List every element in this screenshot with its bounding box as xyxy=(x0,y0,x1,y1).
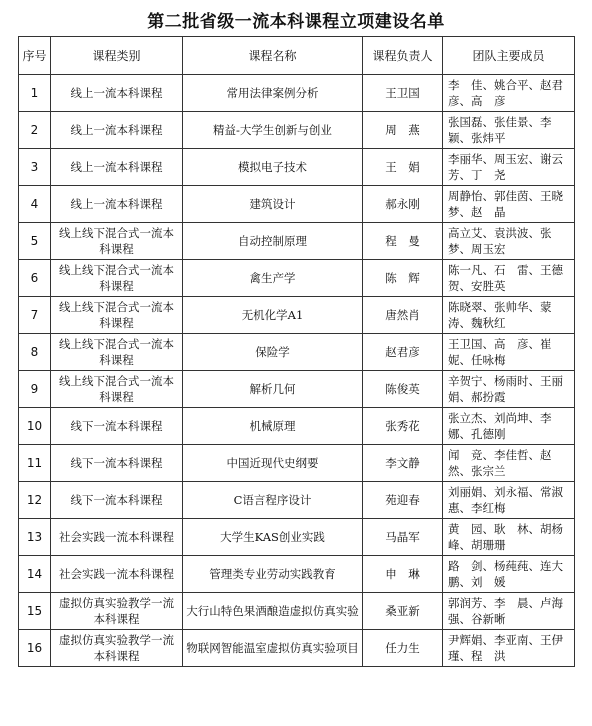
cell-leader: 任力生 xyxy=(363,630,443,667)
cell-leader: 申 琳 xyxy=(363,556,443,593)
cell-seq: 2 xyxy=(19,112,51,149)
table-header-row xyxy=(19,37,575,75)
cell-members: 路 剑、杨莼莼、连大鹏、刘 媛 xyxy=(443,556,575,593)
cell-leader: 赵君彦 xyxy=(363,334,443,371)
cell-seq: 13 xyxy=(19,519,51,556)
cell-members: 郭润芳、李 晨、卢海强、谷新晰 xyxy=(443,593,575,630)
cell-category: 线下一流本科课程 xyxy=(51,482,183,519)
table-row xyxy=(19,482,575,519)
cell-members: 黄 园、耿 林、胡杨峰、胡珊珊 xyxy=(443,519,575,556)
cell-category: 线上线下混合式一流本科课程 xyxy=(51,260,183,297)
cell-seq: 15 xyxy=(19,593,51,630)
cell-seq: 8 xyxy=(19,334,51,371)
cell-course-name: 常用法律案例分析 xyxy=(183,75,363,112)
cell-leader: 王 娟 xyxy=(363,149,443,186)
cell-category: 社会实践一流本科课程 xyxy=(51,556,183,593)
cell-members: 王卫国、高 彦、崔 妮、任咏梅 xyxy=(443,334,575,371)
cell-leader: 张秀花 xyxy=(363,408,443,445)
cell-course-name: 模拟电子技术 xyxy=(183,149,363,186)
cell-course-name: 建筑设计 xyxy=(183,186,363,223)
table-row xyxy=(19,593,575,630)
table-row xyxy=(19,297,575,334)
cell-category: 线上线下混合式一流本科课程 xyxy=(51,371,183,408)
header-seq xyxy=(19,37,51,75)
cell-seq: 16 xyxy=(19,630,51,667)
header-seq-text: 序号 xyxy=(22,48,47,63)
cell-category: 线下一流本科课程 xyxy=(51,408,183,445)
table-row xyxy=(19,371,575,408)
table-row xyxy=(19,223,575,260)
table-row xyxy=(19,75,575,112)
cell-leader: 周 燕 xyxy=(363,112,443,149)
cell-category: 线下一流本科课程 xyxy=(51,445,183,482)
cell-course-name: 物联网智能温室虚拟仿真实验项目 xyxy=(183,630,363,667)
header-category: 课程类别 xyxy=(51,37,183,75)
cell-seq: 5 xyxy=(19,223,51,260)
cell-members: 辛贺宁、杨雨时、王丽娟、郝扮霞 xyxy=(443,371,575,408)
cell-course-name: 自动控制原理 xyxy=(183,223,363,260)
header-course-name: 课程名称 xyxy=(183,37,363,75)
cell-members: 李 佳、姚合平、赵君彦、高 彦 xyxy=(443,75,575,112)
cell-leader: 唐然肖 xyxy=(363,297,443,334)
cell-course-name: 机械原理 xyxy=(183,408,363,445)
cell-course-name: 无机化学A1 xyxy=(183,297,363,334)
table-row xyxy=(19,445,575,482)
course-list-table xyxy=(18,36,575,667)
cell-members: 陈晓翠、张帅华、蒙 涛、魏秋红 xyxy=(443,297,575,334)
cell-course-name: 中国近现代史纲要 xyxy=(183,445,363,482)
cell-members: 张立杰、刘尚坤、李 娜、孔德刚 xyxy=(443,408,575,445)
cell-course-name: 解析几何 xyxy=(183,371,363,408)
table-row xyxy=(19,186,575,223)
table-row xyxy=(19,556,575,593)
cell-course-name: 保险学 xyxy=(183,334,363,371)
cell-leader: 桑亚新 xyxy=(363,593,443,630)
cell-category: 线上一流本科课程 xyxy=(51,149,183,186)
table-row xyxy=(19,260,575,297)
document-title: 第二批省级一流本科课程立项建设名单 xyxy=(147,12,445,32)
cell-category: 线上一流本科课程 xyxy=(51,186,183,223)
cell-leader: 王卫国 xyxy=(363,75,443,112)
cell-category: 社会实践一流本科课程 xyxy=(51,519,183,556)
cell-members: 尹辉娟、李亚南、王伊瑾、程 洪 xyxy=(443,630,575,667)
cell-seq: 11 xyxy=(19,445,51,482)
cell-seq: 12 xyxy=(19,482,51,519)
cell-leader: 程 曼 xyxy=(363,223,443,260)
cell-leader: 郝永刚 xyxy=(363,186,443,223)
cell-seq: 7 xyxy=(19,297,51,334)
cell-category: 线上一流本科课程 xyxy=(51,75,183,112)
cell-course-name: 大学生KAS创业实践 xyxy=(183,519,363,556)
cell-category: 线上线下混合式一流本科课程 xyxy=(51,223,183,260)
table-body xyxy=(19,75,575,667)
cell-members: 张国磊、张佳景、李 颖、张炜平 xyxy=(443,112,575,149)
cell-leader: 李文静 xyxy=(363,445,443,482)
cell-category: 虚拟仿真实验教学一流本科课程 xyxy=(51,593,183,630)
cell-category: 虚拟仿真实验教学一流本科课程 xyxy=(51,630,183,667)
header-members: 团队主要成员 xyxy=(443,37,575,75)
cell-course-name: 禽生产学 xyxy=(183,260,363,297)
cell-leader: 陈俊英 xyxy=(363,371,443,408)
table-row xyxy=(19,149,575,186)
table-row xyxy=(19,408,575,445)
cell-leader: 苑迎春 xyxy=(363,482,443,519)
cell-seq: 4 xyxy=(19,186,51,223)
cell-course-name: C语言程序设计 xyxy=(183,482,363,519)
cell-seq: 6 xyxy=(19,260,51,297)
table-row xyxy=(19,519,575,556)
cell-category: 线上线下混合式一流本科课程 xyxy=(51,297,183,334)
cell-seq: 10 xyxy=(19,408,51,445)
cell-seq: 3 xyxy=(19,149,51,186)
table-row xyxy=(19,112,575,149)
cell-leader: 陈 辉 xyxy=(363,260,443,297)
table-row xyxy=(19,630,575,667)
cell-category: 线上一流本科课程 xyxy=(51,112,183,149)
cell-members: 李丽华、周玉宏、谢云芳、丁 尧 xyxy=(443,149,575,186)
cell-course-name: 精益-大学生创新与创业 xyxy=(183,112,363,149)
cell-seq: 9 xyxy=(19,371,51,408)
cell-category: 线上线下混合式一流本科课程 xyxy=(51,334,183,371)
cell-course-name: 管理类专业劳动实践教育 xyxy=(183,556,363,593)
cell-seq: 1 xyxy=(19,75,51,112)
cell-members: 闻 竞、李佳哲、赵 然、张宗兰 xyxy=(443,445,575,482)
cell-members: 周静怡、郭佳茵、王晓梦、赵 晶 xyxy=(443,186,575,223)
cell-members: 高立艾、袁洪波、张 梦、周玉宏 xyxy=(443,223,575,260)
header-leader: 课程负责人 xyxy=(363,37,443,75)
table-row xyxy=(19,334,575,371)
cell-seq: 14 xyxy=(19,556,51,593)
cell-members: 陈一凡、石 雷、王德贺、安胜英 xyxy=(443,260,575,297)
cell-members: 刘丽娟、刘永福、常淑惠、李红梅 xyxy=(443,482,575,519)
cell-course-name: 大行山特色果酒酿造虚拟仿真实验 xyxy=(183,593,363,630)
cell-leader: 马晶军 xyxy=(363,519,443,556)
